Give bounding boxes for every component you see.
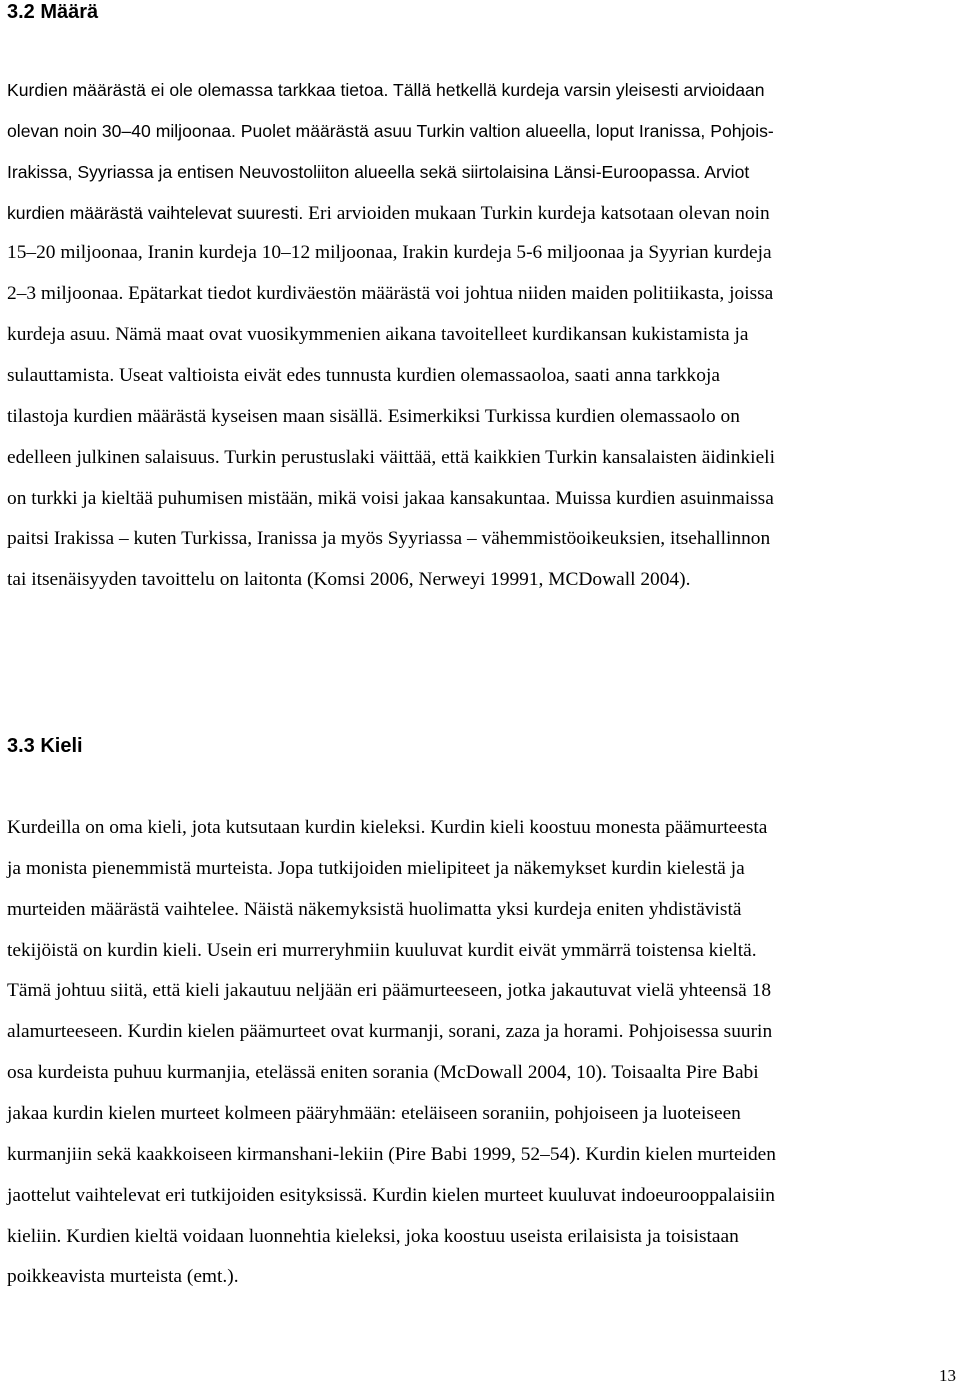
text-segment: Eri arvioiden mukaan Turkin kurdeja katsotaan olevan noin [303, 202, 770, 224]
text-line: jaottelut vaihtelevat eri tutkijoiden esityksissä. Kurdin kielen murteet kuuluvat indoeurooppalaisiin [7, 1184, 775, 1206]
paragraph-maara [7, 70, 955, 601]
text-line: murteiden määrästä vaihtelee. Näistä näkemyksistä huolimatta yksi kurdeja eniten yhdistävistä [7, 898, 742, 920]
text-line: Kurdeilla on oma kieli, jota kutsutaan kurdin kieleksi. Kurdin kieli koostuu monesta päämurteesta [7, 817, 768, 838]
text-line: sulauttamista. Useat valtioista eivät edes tunnusta kurdien olemassaoloa, saati anna tarkkoja [7, 365, 720, 387]
text-line: 15–20 miljoonaa, Iranin kurdeja 10–12 miljoonaa, Irakin kurdeja 5-6 miljoonaa ja Syyrian kurdeja [7, 242, 772, 264]
text-line: jakaa kurdin kielen murteet kolmeen pääryhmään: eteläiseen soraniin, pohjoiseen ja luoteiseen [7, 1103, 741, 1125]
text-line: paitsi Irakissa – kuten Turkissa, Iranissa ja myös Syyriassa – vähemmistöoikeuksien, itsehallinnon [7, 528, 771, 550]
text-line: Kurdien määrästä ei ole olemassa tarkkaa tietoa. Tällä hetkellä kurdeja varsin yleisesti arvioidaan [7, 80, 765, 100]
text-line: ja monista pienemmistä murteista. Jopa tutkijoiden mielipiteet ja näkemykset kurdin kielestä ja [7, 857, 745, 879]
paragraph-kieli [7, 808, 955, 1298]
text-line: alamurteeseen. Kurdin kielen päämurteet ovat kurmanji, sorani, zaza ja horami. Pohjoisessa suurin [7, 1021, 773, 1043]
text-line: tilastoja kurdien määrästä kyseisen maan sisällä. Esimerkiksi Turkissa kurdien olemassaolo on [7, 405, 740, 427]
text-line: kieliin. Kurdien kieltä voidaan luonnehtia kieleksi, joka koostuu useista erilaisista ja toisistaan [7, 1225, 739, 1247]
section-heading-kieli: 3.3 Kieli [7, 735, 83, 757]
text-line: 2–3 miljoonaa. Epätarkat tiedot kurdiväestön määrästä voi johtua niiden maiden politiikasta, joissa [7, 283, 774, 305]
text-line: olevan noin 30–40 miljoonaa. Puolet määrästä asuu Turkin valtion alueella, loput Iranissa, Pohjois- [7, 120, 774, 141]
text-line: kurmanjiin sekä kaakkoiseen kirmanshani-lekiin (Pire Babi 1999, 52–54). Kurdin kielen murteiden [7, 1143, 776, 1165]
text-line: poikkeavista murteista (emt.). [7, 1266, 239, 1288]
text-line-mixed [7, 193, 955, 234]
text-line: tai itsenäisyyden tavoittelu on laitonta (Komsi 2006, Nerweyi 19991, MCDowall 2004). [7, 569, 691, 591]
text-line: on turkki ja kieltää puhumisen mistään, mikä voisi jakaa kansakuntaa. Muissa kurdien asuinmaissa [7, 487, 774, 509]
text-line: edelleen julkinen salaisuus. Turkin perustuslaki väittää, että kaikkien Turkin kansalaisten äidinkieli [7, 446, 775, 468]
text-line: kurdeja asuu. Nämä maat ovat vuosikymmenien aikana tavoitelleet kurdikansan kukistamista ja [7, 324, 749, 346]
section-heading-maara: 3.2 Määrä [7, 1, 99, 23]
page-number: 13 [939, 1366, 956, 1385]
text-line: tekijöistä on kurdin kieli. Usein eri murreryhmiin kuuluvat kurdit eivät ymmärrä toistensa kieltä. [7, 939, 757, 961]
text-line: osa kurdeista puhuu kurmanjia, etelässä eniten sorania (McDowall 2004, 10). Toisaalta Pire Babi [7, 1062, 759, 1084]
text-line: Irakissa, Syyriassa ja entisen Neuvostoliiton alueella sekä siirtolaisina Länsi-Euroopassa. Arviot [7, 161, 750, 182]
text-segment: kurdien määrästä vaihtelevat suuresti. [7, 202, 304, 223]
text-line: Tämä johtuu siitä, että kieli jakautuu neljään eri päämurteeseen, jotka jakautuvat vielä yhteensä 18 [7, 980, 772, 1002]
